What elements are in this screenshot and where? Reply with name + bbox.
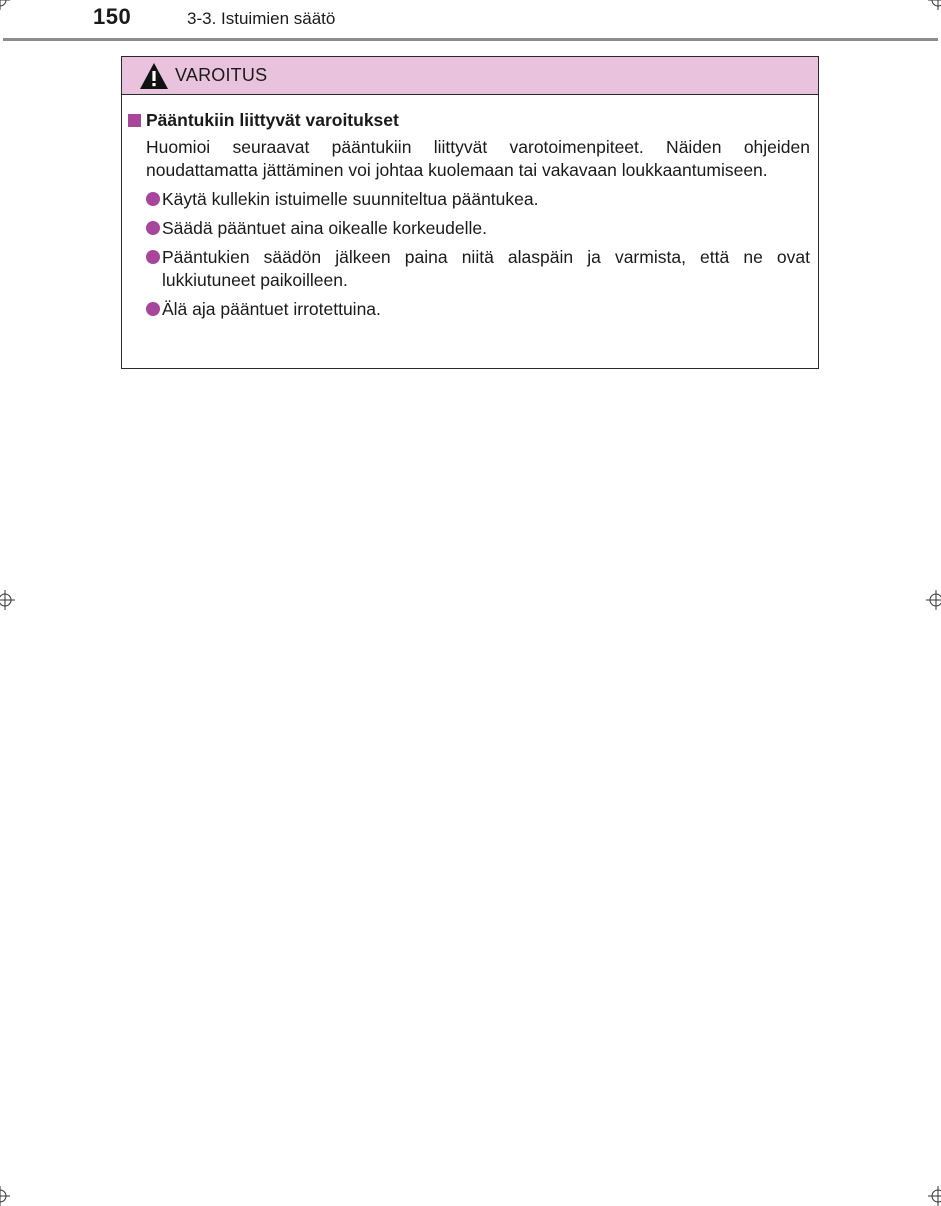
list-item-text: Älä aja pääntuet irrotettuina. [162, 299, 381, 319]
page-number: 150 [93, 4, 132, 29]
registration-mark-icon [928, 1186, 941, 1206]
warning-title: VAROITUS [175, 65, 268, 85]
list-item-text: Säädä pääntuet aina oikealle korkeudelle. [162, 218, 487, 238]
registration-mark-icon [0, 0, 10, 10]
header-rule [3, 38, 938, 41]
list-item [146, 217, 810, 240]
registration-mark-icon [0, 1186, 10, 1206]
bullet-dot-icon [146, 302, 160, 316]
bullet-dot-icon [146, 221, 160, 235]
warning-body [122, 95, 818, 321]
list-item [146, 298, 810, 321]
bullet-dot-icon [146, 192, 160, 206]
warning-box [121, 56, 819, 369]
list-item [146, 246, 810, 292]
warning-list [128, 188, 810, 321]
registration-mark-icon [0, 590, 15, 610]
list-item-text: Pääntukien säädön jälkeen paina niitä alaspäin ja varmista, että ne ovat lukkiutuneet paikoilleen. [162, 247, 810, 290]
list-item-text: Käytä kullekin istuimelle suunniteltua pääntukea. [162, 189, 539, 209]
registration-mark-icon [926, 590, 941, 610]
warning-subheading [128, 109, 810, 132]
subheading-text: Pääntukiin liittyvät varoitukset [146, 110, 399, 130]
section-title: 3-3. Istuimien säätö [187, 9, 336, 28]
registration-mark-icon [928, 0, 941, 10]
warning-intro: Huomioi seuraavat pääntukiin liittyvät varotoimenpiteet. Näiden ohjeiden noudattamatta jättäminen voi johtaa kuolemaan tai vakavaan loukkaantumiseen. [146, 137, 810, 180]
bullet-dot-icon [146, 250, 160, 264]
list-item [146, 188, 810, 211]
square-bullet-icon [128, 114, 141, 127]
warning-header [122, 57, 818, 95]
warning-triangle-icon [139, 62, 169, 90]
